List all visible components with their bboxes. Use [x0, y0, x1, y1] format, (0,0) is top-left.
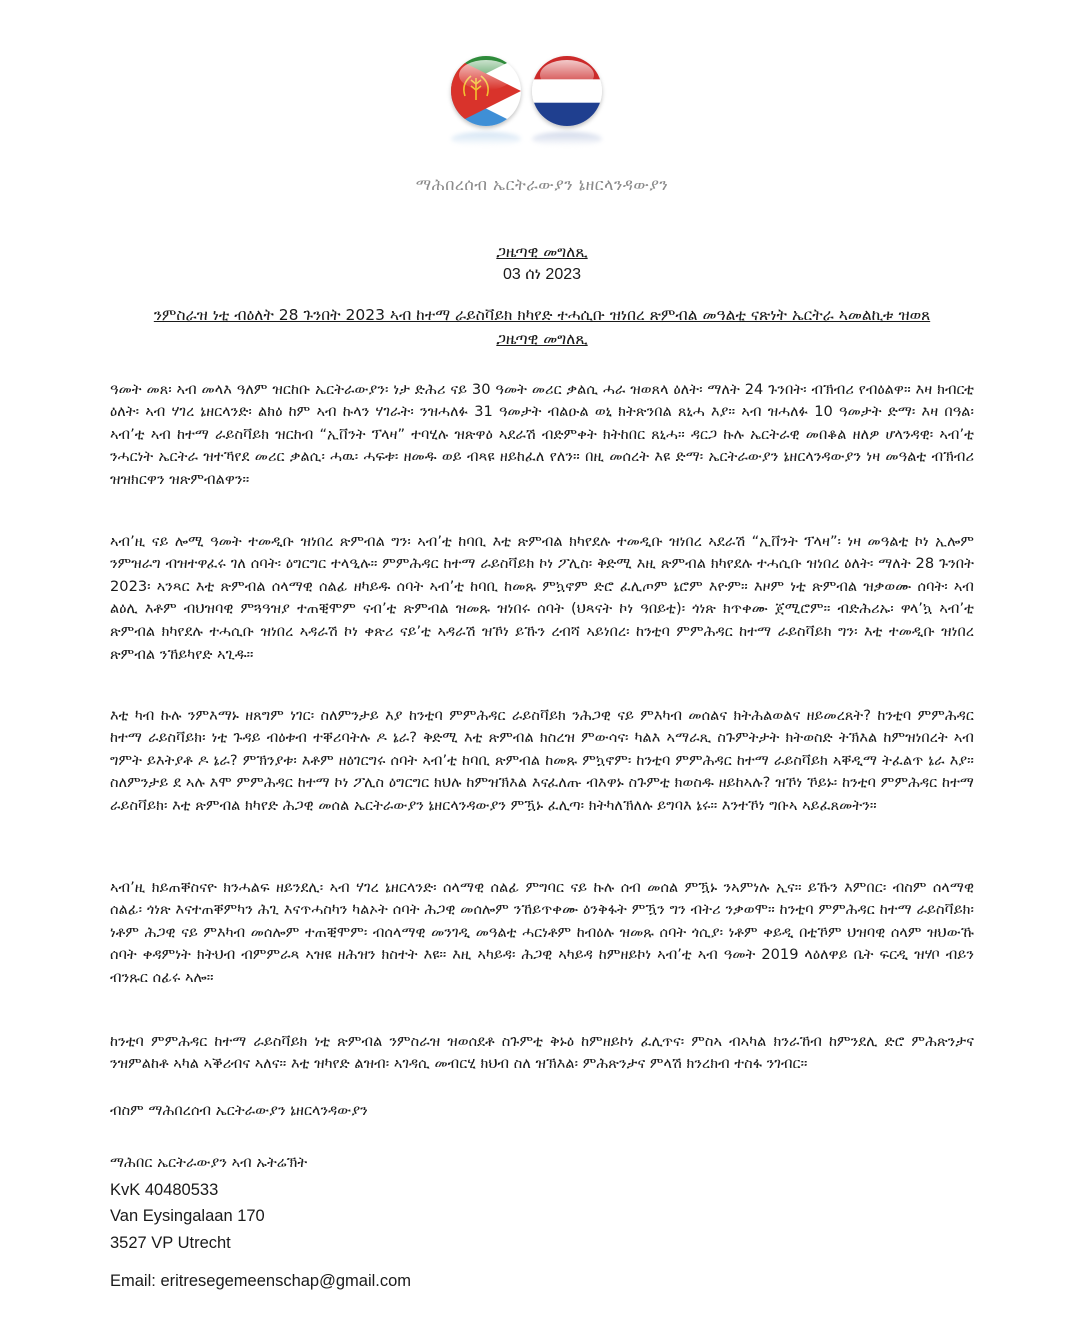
contact-org: ማሕበር ኤርትራውያን ኣብ ኡትሬኽት [110, 1154, 308, 1171]
document-title: ጋዜጣዊ መግለጺ [496, 243, 588, 261]
contact-street: Van Eysingalaan 170 [110, 1207, 265, 1225]
body-paragraph: ከንቲባ ምምሕዳር ከተማ ራይስቫይክ ነቲ ጽምብል ንምስራዝ ዝወሰደቶ ስጉምቲ ቅኑዕ ከምዘይኮነ ፈሊጥና፡ ምስኣ ብኣካል ክንራኸብ ከምንደሊ ድሮ ምሕጽንታና ንዝምልከቶ ኣካል ኣቕሪብና ኣለና። እቲ ዝካየድ ልዝብ፡ ኣገዳሲ መብርሂ ክህብ ስለ ዝኽእል፡ ምሕጽንታና ምላሽ ክንረክብ ተስፋ ንገብር። [110, 1032, 974, 1073]
body-paragraph: ኣብ’ዚ ክይጠቐስናዮ ክንሓልፍ ዘይንደሊ፡ ኣብ ሃገረ ኔዘርላንድ፡ ሰላማዊ ሰልፊ ምግባር ናይ ኩሉ ሰብ መሰል ምዃኑ ንኣምነሉ ኢና። ይኹን እምበር፡ ብስም ሰላማዊ ሰልፊ፡ ጎነጽ እናተጠቐምካን ሕጊ እናጥሓስካን ካልኦት ሰባት ሕጋዊ መሰሎም ንኸይጥቀሙ ዕንቅፋት ምዃን ግን ብትሪ ንቃወሞ። ከንቲባ ምምሕዳር ከተማ ራይስቫይክ፡ ነቶም ሕጋዊ ናይ ምእካብ መሰሎም ተጠቒሞም፡ ብሰላማዊ መንገዲ መዓልቲ ሓርነቶም ከብዕሉ ዝመጹ ሰባት ጎሲያ፡ ነቶም ቀይዲ በቲኾም ህዝባዊ ሰላም ዝህውኹ ሰባት ቀዳምነት ክትህብ ብምምራጻ ኣዝዩ ዘሕዝን ክስተት እዩ። እዚ ኣካይዳ፡ ሕጋዊ ኣካይዳ ከምዘይኮነ ኣብ’ቲ ኣብ ዓመት 2019 ላዕለዋይ ቤት ፍርዲ ዝሃቦ ብይን ብንጹር ሰፊሩ ኣሎ። [110, 878, 974, 986]
contact-city: 3527 VP Utrecht [110, 1233, 231, 1252]
document-subject: ንምስራዝ ነቲ ብዕለት 28 ጉንበት 2023 ኣብ ከተማ ራይስቫይክ ክካየድ ተሓሲቡ ዝነበረ ጽምብል መዓልቲ ናጽነት ኤርትራ ኣመልኪቱ ዝወጸ ጋዜጣዊ መግለጺ [153, 306, 931, 348]
organization-logo [448, 56, 624, 156]
netherlands-flag-icon [532, 56, 602, 126]
contact-kvk: KvK 40480533 [110, 1180, 219, 1199]
eritrea-flag-icon [451, 56, 521, 126]
flag-reflection [451, 132, 521, 146]
email-link[interactable]: eritresegemeenschap@gmail.com [160, 1272, 412, 1290]
signoff: ብስም ማሕበረሰብ ኤርትራውያን ኔዘርላንዳውያን [110, 1102, 368, 1119]
contact-email [110, 1272, 411, 1291]
body-paragraph: ዓመት መጸ፡ ኣብ መላእ ዓለም ዝርከቡ ኤርትራውያን፡ ነታ ድሕሪ ናይ 30 ዓመት መሪር ቃልሲ ሓራ ዝወጸላ ዕለት፡ ማለት 24 ጉንበት፡ ብኽብሪ የብዕልዋ። እዛ ክብርቲ ዕለት፡ ኣብ ሃገረ ኔዘርላንድ፡ ልክዕ ከም ኣብ ኩላን ሃገራት፡ ንዝሓለፉ 31 ዓመታት ብልዑል ወኒ ክትጽንበል ጸኒሓ እያ። ኣብ ዝሓለፉ 10 ዓመታት ድማ፡ እዛ በዓል፡ ኣብ’ቲ ኣብ ከተማ ራይስቫይክ ዝርከብ “ኢቨንት ፕላዛ” ተባሂሉ ዝጽዋዕ ኣደራሽ ብድምቀት ክትከበር ጸኒሓ። ዳርጋ ኩሉ ኤርትራዊ መበቆል ዘለዎ ሆላንዳዊ፡ ኣብ’ቲ ንሓርነት ኤርትራ ዝተኻየደ መሪር ቃልሲ፡ ሓዉ፡ ሓፍቱ፡ ዘመዱ ወይ ብጻዩ ዘይከፈለ የለን። በዚ መሰረት እዩ ድማ፡ ኤርትራውያን ኔዘርላንዳውያን ነዛ መዓልቲ ብኽብሪ ዝዝክርዋን ዝጽምብልዋን። [110, 380, 974, 488]
body-paragraph: እቲ ካብ ኩሉ ንምእማኑ ዘጸግም ነገር፡ ስለምንታይ እያ ከንቲባ ምምሕዳር ራይስቫይክ ንሕጋዊ ናይ ምእካብ መሰልና ክትሕልወልና ዘይመረጸት? ከንቲባ ምምሕዳር ከተማ ራይስቫይክ፡ ነቲ ጉዳይ ብዕቱብ ተቐሪባትሉ ዶ ኔራ? ቅድሚ እቲ ጽምብል ክስረዝ ምውሳና፡ ካልእ ኣማራጺ ስጉምትታት ክትወስድ ትኽእል ከምዝነበረት ኣብ ግምት ይእትያቶ ዶ ኔራ? ምኽንያቱ፡ እቶም ዘዕገርግሩ ሰባት ኣብ’ቲ ከባቢ ጽምብል ከመጹ ምኳኖም፡ ከንቲባ ምምሕዳር ከተማ ራይስቫይክ ኣቐዲማ ትፈልጥ ኔራ እያ። ስለምንታይ ደ ኣሉ እሞ ምምሕዳር ከተማ ኮነ ፖሊስ ዕግርግር ክህሉ ከምዝኽእል እናፈለጡ ብእዋኑ ስጉምቲ ክወስዱ ዘይከኣሉ? ዝኾነ ኾይኑ፡ ከንቲባ ምምሕዳር ከተማ ራይስቫይክ፡ እቲ ጽምብል ክካየድ ሕጋዊ መሰል ኤርትራውያን ኔዘርላንዳውያን ምዃኑ ፈሊጣ፡ ክትካለኽለሉ ይግባእ ኔሩ። እንተኾነ ግቡኣ ኣይፈጸመትን። [110, 706, 974, 814]
contact-block [110, 1150, 307, 1256]
body-paragraph: ኣብ’ዚ ናይ ሎሚ ዓመት ተመዲቡ ዝነበረ ጽምብል ግን፡ ኣብ’ቲ ከባቢ እቲ ጽምብል ክካየደሉ ተመዲቡ ዝነበረ ኣደራሽ “ኢቨንት ፕላዛ”፡ ነዛ መዓልቲ ኮነ ኢሎም ንምዝራግ ብዝተዋፈሩ ገለ ሰባት፡ ዕግርግር ተላዒሉ። ምምሕዳር ከተማ ራይስቫይክ ኮነ ፖሊስ፡ ቅድሚ እዚ ጽምብል ክካየደሉ ተሓሲቡ ዝነበረ ዕለት፡ ማለት 28 ጉንበት 2023፡ ኣንጻር እቲ ጽምብል ሰላማዊ ሰልፊ ዘካይዱ ሰባት ኣብ’ቲ ከባቢ ከመጹ ምኳኖም ድሮ ፈሊጦም ኔሮም እዮም። እዞም ነቲ ጽምብል ዝቃወሙ ሰባት፡ ኣብ ልዕሊ እቶም ብህዝባዊ ምጓዓዝያ ተጠቒሞም ናብ’ቲ ጽምብል ዝመጹ ዝነበሩ ሰባት (ህጻናት ኮነ ዓበይቲ)፡ ጎነጽ ክጥቀሙ ጀሚሮም። ብድሕሪኡ፡ ዋላ’ኳ ኣብ’ቲ ጽምብል ክካየደሉ ተሓሲቡ ዝነበረ ኣዳራሽ ኮነ ቀጽሪ ናይ’ቲ ኣዳራሽ ዝኾነ ይኹን ረብሻ ኣይነበረ፡ ከንቲባ ምምሕዳር ከተማ ራይስቫይክ ግን፡ እቲ ተመዲቡ ዝነበረ ጽምብል ንኸይካየድ ኣጊዱ። [110, 532, 974, 663]
organization-name: ማሕበረሰብ ኤርትራውያን ኔዘርላንዳውያን [415, 175, 669, 194]
document-date: 03 ሰነ 2023 [502, 266, 582, 283]
flag-reflection [532, 132, 602, 146]
email-label: Email: [110, 1272, 156, 1290]
